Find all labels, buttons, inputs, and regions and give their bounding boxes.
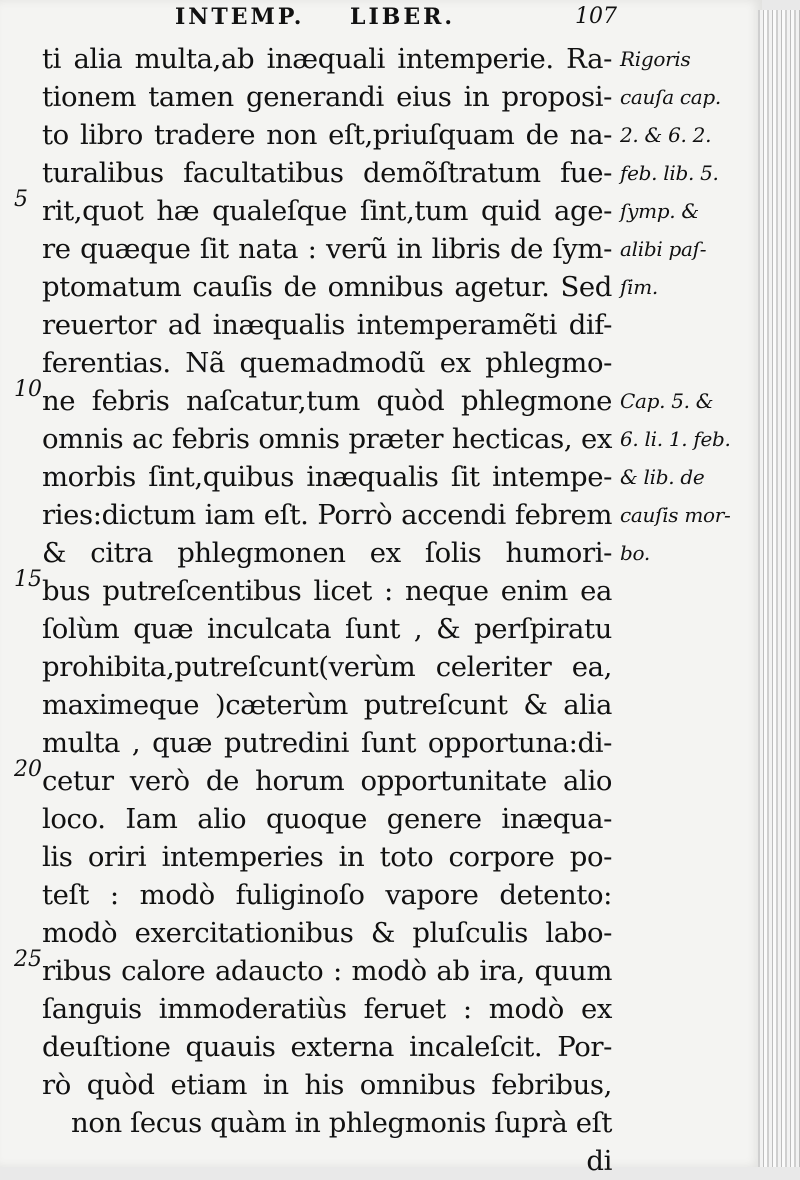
text-line: non ſecus quàm in phlegmonis ſuprà eſt [71, 1107, 612, 1139]
text-line: ries:dictum iam eſt. Porrò accendi febrem [42, 499, 612, 531]
margin-note-line: 6. li. 1. feb. [620, 427, 731, 451]
line-number: 20 [14, 757, 42, 782]
text-line: deuſtione quauis externa incaleſcit. Por- [42, 1031, 612, 1063]
margin-note-line: & lib. de [620, 465, 705, 489]
header-title-middle: LIBER. [350, 4, 456, 30]
page-number: 107 [575, 4, 617, 29]
text-line: bus putreſcentibus licet : neque enim ea [42, 575, 612, 607]
text-line: turalibus facultatibus demõſtratum fue- [42, 157, 612, 189]
catchword: di [586, 1145, 612, 1177]
margin-note-line: cauſis mor- [620, 503, 731, 527]
text-line: rit,quot hæ qualeſque ſint,tum quid age- [42, 195, 612, 227]
line-number: 15 [14, 567, 42, 592]
text-line: multa , quæ putredini ſunt opportuna:di- [42, 727, 612, 759]
text-line: to libro tradere non eſt,priuſquam de na- [42, 119, 612, 151]
text-line: & citra phlegmonen ex ſolis humori- [42, 537, 612, 569]
margin-note-line: cauſa cap. [620, 85, 721, 109]
margin-note-line [620, 306, 760, 344]
text-line: maximeque )cæterùm putreſcunt & alia [42, 689, 612, 721]
text-line: teſt : modò fuliginoſo vapore detento: [42, 879, 612, 911]
text-line: ptomatum cauſis de omnibus agetur. Sed [42, 271, 612, 303]
header-title-left: INTEMP. [175, 4, 305, 30]
margin-note-line [620, 344, 760, 382]
text-line: omnis ac febris omnis præter hecticas, ex [42, 423, 612, 455]
text-line: modò exercitationibus & pluſculis labo- [42, 917, 612, 949]
text-line: ribus calore adaucto : modò ab ira, quum [42, 955, 612, 987]
margin-notes [620, 40, 760, 572]
margin-note-line: alibi paſ- [620, 237, 707, 261]
line-number: 5 [14, 187, 28, 212]
margin-note-line: bo. [620, 541, 650, 565]
margin-note-line: ſymp. & [620, 199, 699, 223]
margin-note-line: Cap. 5. & [620, 389, 714, 413]
margin-note-line: ſim. [620, 275, 658, 299]
text-line: re quæque ſit nata : verũ in libris de ſym- [42, 233, 612, 265]
text-line: ſolùm quæ inculcata ſunt , & perſpiratu [42, 613, 612, 645]
text-line: rò quòd etiam in his omnibus febribus, [42, 1069, 612, 1101]
text-line: loco. Iam alio quoque genere inæqua- [42, 803, 612, 835]
line-number: 10 [14, 377, 42, 402]
text-line: tionem tamen generandi eius in proposi- [42, 81, 612, 113]
text-line: ferentias. Nã quemadmodũ ex phlegmo- [42, 347, 612, 379]
text-line: lis oriri intemperies in toto corpore po- [42, 841, 612, 873]
margin-note-line: feb. lib. 5. [620, 161, 719, 185]
page-edge-stack [758, 10, 800, 1167]
text-line: ſanguis immoderatiùs feruet : modò ex [42, 993, 612, 1025]
body-text [42, 40, 612, 1180]
margin-note-line: Rigoris [620, 47, 691, 71]
text-line: morbis ſint,quibus inæqualis ſit intempe- [42, 461, 612, 493]
margin-note-line: 2. & 6. 2. [620, 123, 712, 147]
line-number: 25 [14, 947, 42, 972]
text-line: cetur verò de horum opportunitate alio [42, 765, 612, 797]
text-line: ti alia multa,ab inæquali intemperie. Ra- [42, 43, 612, 75]
text-line: prohibita,putreſcunt(verùm celeriter ea, [42, 651, 612, 683]
running-header [175, 2, 615, 34]
text-line: ne febris naſcatur,tum quòd phlegmone [42, 385, 612, 417]
text-line: reuertor ad inæqualis intemperamẽti dif- [42, 309, 612, 341]
